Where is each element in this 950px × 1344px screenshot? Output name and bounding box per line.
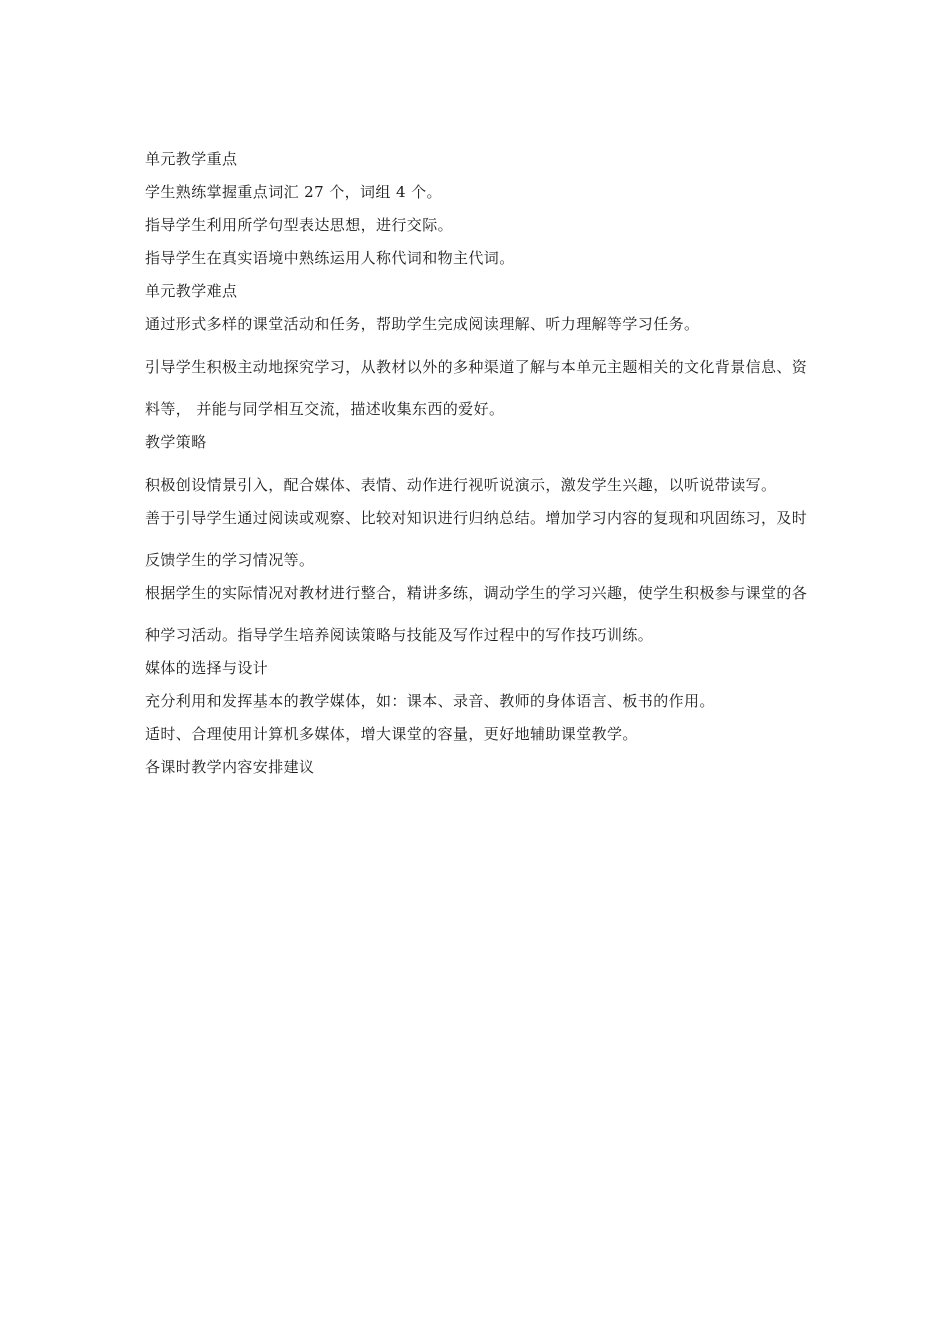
paragraph: 引导学生积极主动地探究学习，从教材以外的多种渠道了解与本单元主题相关的文化背景信息、资料等， 并能与同学相互交流，描述收集东西的爱好。 [145,358,808,418]
section-heading: 教学策略 [145,433,207,451]
section-heading: 单元教学重点 [145,150,238,168]
paragraph: 学生熟练掌握重点词汇 27 个，词组 4 个。 [145,183,442,201]
paragraph: 积极创设情景引入，配合媒体、表情、动作进行视听说演示，激发学生兴趣，以听说带读写。 [145,476,777,494]
paragraph: 通过形式多样的课堂活动和任务，帮助学生完成阅读理解、听力理解等学习任务。 [145,315,700,333]
paragraph: 充分利用和发挥基本的教学媒体，如：课本、录音、教师的身体语言、板书的作用。 [145,692,715,710]
paragraph: 指导学生利用所学句型表达思想，进行交际。 [145,216,454,234]
paragraph: 指导学生在真实语境中熟练运用人称代词和物主代词。 [145,249,515,267]
section-heading: 各课时教学内容安排建议 [145,758,315,776]
paragraph: 适时、合理使用计算机多媒体，增大课堂的容量，更好地辅助课堂教学。 [145,725,638,743]
section-heading: 单元教学难点 [145,282,238,300]
section-heading: 媒体的选择与设计 [145,659,269,677]
paragraph: 善于引导学生通过阅读或观察、比较对知识进行归纳总结。增加学习内容的复现和巩固练习，及时反馈学生的学习情况等。 [145,509,808,569]
paragraph: 根据学生的实际情况对教材进行整合，精讲多练，调动学生的学习兴趣，使学生积极参与课堂的各种学习活动。指导学生培养阅读策略与技能及写作过程中的写作技巧训练。 [145,584,808,644]
document-body [145,148,815,789]
